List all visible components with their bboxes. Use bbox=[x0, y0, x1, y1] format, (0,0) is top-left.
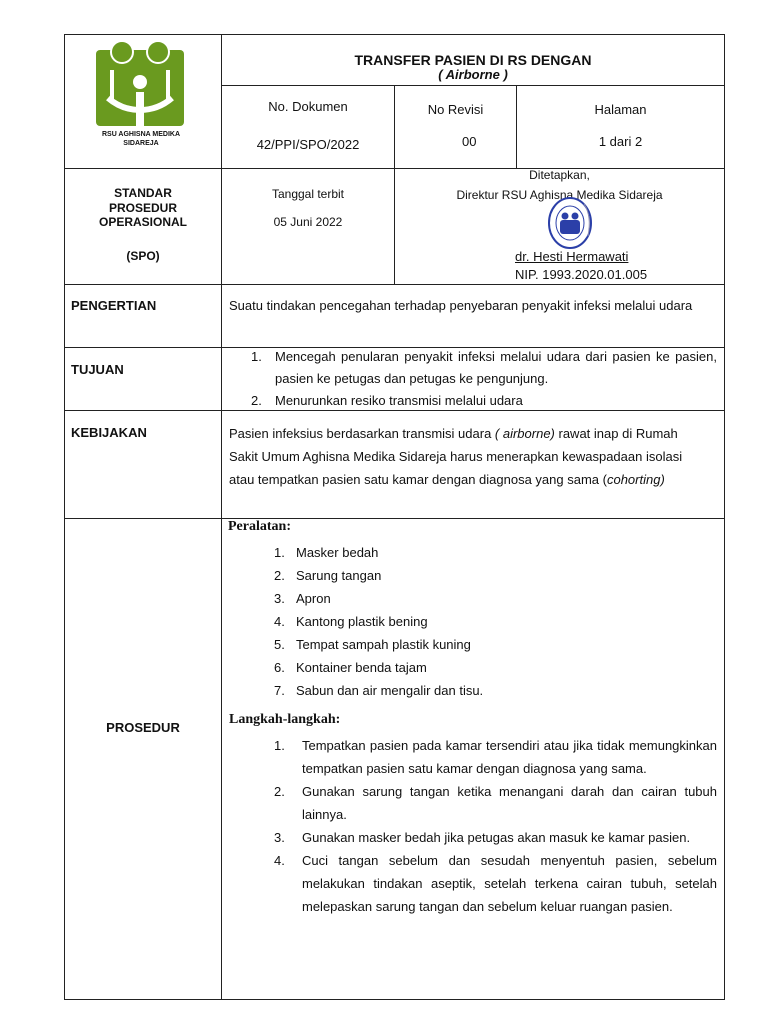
list-item: 7. Sabun dan air mengalir dan tisu. bbox=[274, 683, 484, 698]
no-dokumen-value: 42/PPI/SPO/2022 bbox=[256, 137, 360, 152]
director-name: dr. Hesti Hermawati bbox=[515, 249, 629, 264]
spo-label-4: (SPO) bbox=[126, 249, 160, 263]
list-item: 1. Tempatkan pasien pada kamar tersendiri atau jika tidak memungkinkan tempatkan pasien satu kamar dengan diagnosa yang sama. bbox=[274, 738, 717, 776]
list-item: 2. Menurunkan resiko transmisi melalui udara bbox=[251, 393, 523, 408]
direktur-label: Direktur RSU Aghisna Medika Sidareja bbox=[456, 188, 663, 202]
no-dokumen-label: No. Dokumen bbox=[268, 99, 348, 114]
spo-label-2: PROSEDUR bbox=[108, 201, 177, 215]
langkah-list bbox=[274, 734, 717, 918]
tanggal-terbit-value: 05 Juni 2022 bbox=[273, 215, 343, 229]
pengertian-text: Suatu tindakan pencegahan terhadap penyebaran penyakit infeksi melalui udara bbox=[229, 298, 693, 313]
spo-label-1: STANDAR bbox=[114, 186, 172, 200]
list-item: 4. Cuci tangan sebelum dan sesudah menyentuh pasien, sebelum melakukan tindakan aseptik, setelah terkena cairan tubuh, setelah melepaskan sarung tangan dan sebelum keluar ruangan pasien. bbox=[274, 853, 717, 914]
official-stamp bbox=[546, 196, 596, 250]
no-revisi-value: 00 bbox=[462, 134, 477, 149]
halaman-value: 1 dari 2 bbox=[598, 134, 643, 149]
tujuan-list bbox=[251, 346, 717, 412]
kebijakan-label: KEBIJAKAN bbox=[71, 425, 147, 440]
logo-text-2: SIDAREJA bbox=[123, 140, 159, 147]
pengertian-label: PENGERTIAN bbox=[71, 298, 157, 313]
list-item: 2. Sarung tangan bbox=[274, 568, 382, 583]
tanggal-terbit-label: Tanggal terbit bbox=[271, 187, 345, 201]
list-item: 1. Mencegah penularan penyakit infeksi melalui udara dari pasien ke pasien, pasien ke petugas dan petugas ke pengunjung. bbox=[251, 349, 717, 386]
kebijakan-text: Pasien infeksius berdasarkan transmisi udara ( airborne) rawat inap di Rumah Sakit Umum Aghisna Medika Sidareja harus menerapkan kewaspadaan isolasi atau tempatkan pasien satu kamar dengan diagnosa yang sama (cohorting) bbox=[229, 426, 683, 487]
document-subtitle: ( Airborne ) bbox=[438, 67, 508, 82]
stamp-seal-icon bbox=[546, 196, 596, 250]
spo-label-3: OPERASIONAL bbox=[98, 215, 187, 229]
tujuan-label: TUJUAN bbox=[71, 362, 124, 377]
director-nip: NIP. 1993.2020.01.005 bbox=[515, 267, 648, 282]
list-item: 3. Apron bbox=[274, 591, 331, 606]
peralatan-list bbox=[274, 541, 714, 702]
list-item: 4. Kantong plastik bening bbox=[274, 614, 428, 629]
list-item: 5. Tempat sampah plastik kuning bbox=[274, 637, 471, 652]
ditetapkan-label: Ditetapkan, bbox=[529, 168, 590, 182]
halaman-label: Halaman bbox=[594, 102, 647, 117]
list-item: 6. Kontainer benda tajam bbox=[274, 660, 427, 675]
peralatan-title: Peralatan: bbox=[228, 519, 291, 534]
langkah-title: Langkah-langkah: bbox=[229, 712, 341, 727]
list-item: 2. Gunakan sarung tangan ketika menangani darah dan cairan tubuh lainnya. bbox=[274, 784, 717, 822]
list-item: 3. Gunakan masker bedah jika petugas akan masuk ke kamar pasien. bbox=[274, 830, 691, 845]
prosedur-label: PROSEDUR bbox=[106, 720, 180, 735]
document-title: TRANSFER PASIEN DI RS DENGAN bbox=[354, 52, 592, 68]
logo-text-1: RSU AGHISNA MEDIKA bbox=[101, 131, 181, 138]
no-revisi-label: No Revisi bbox=[427, 102, 484, 117]
family-logo-icon bbox=[92, 40, 188, 128]
list-item: 1. Masker bedah bbox=[274, 545, 379, 560]
hospital-logo bbox=[92, 40, 188, 130]
